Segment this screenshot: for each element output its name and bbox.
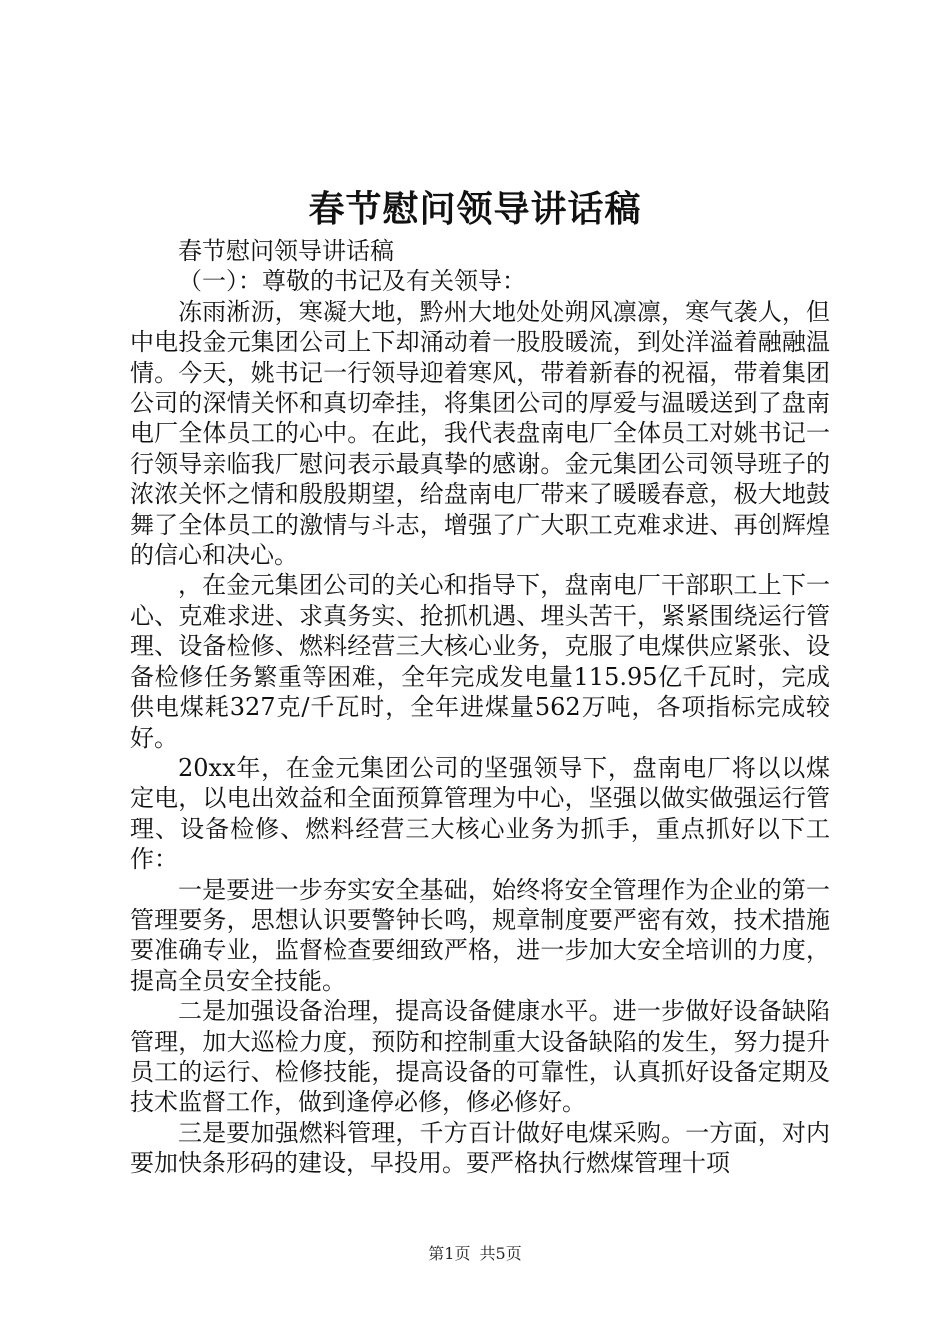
paragraph-salutation: （一）：尊敬的书记及有关领导：	[178, 267, 526, 296]
page-footer	[0, 1243, 950, 1265]
paragraph: 一是要进一步夯实安全基础，始终将安全管理作为企业的第一管理要务，思想认识要警钟长鸣，规章制度要严密有效，技术措施要准确专业，监督检查要细致严格，进一步加大安全培训的力度，提高全员安全技能。	[130, 875, 830, 995]
paragraph: 冻雨淅沥，寒凝大地，黔州大地处处朔风凛凛，寒气袭人，但中电投金元集团公司上下却涌动着一股股暖流，到处洋溢着融融温情。今天，姚书记一行领导迎着寒风，带着新春的祝福，带着集团公司的深情关怀和真切牵挂，将集团公司的厚爱与温暖送到了盘南电厂全体员工的心中。在此，我代表盘南电厂全体员工对姚书记一行领导亲临我厂慰问表示最真挚的感谢。金元集团公司领导班子的浓浓关怀之情和殷殷期望，给盘南电厂带来了暖暖春意，极大地鼓舞了全体员工的激情与斗志，增强了广大职工克难求进、再创辉煌的信心和决心。	[130, 297, 830, 570]
document-body	[130, 236, 830, 1179]
paragraph: ，在金元集团公司的关心和指导下，盘南电厂干部职工上下一心、克难求进、求真务实、抢抓机遇、埋头苦干，紧紧围绕运行管理、设备检修、燃料经营三大核心业务，克服了电煤供应紧张、设备检修任务繁重等困难，全年完成发电量115.95亿千瓦时，完成供电煤耗327克/千瓦时，全年进煤量562万吨，各项指标完成较好。	[130, 571, 830, 752]
page-total: 共5页	[479, 1244, 522, 1263]
paragraph: 三是要加强燃料管理，千方百计做好电煤采购。一方面，对内要加快条形码的建设，早投用。要严格执行燃煤管理十项	[130, 1118, 830, 1178]
page-number: 第1页	[428, 1244, 471, 1263]
paragraph: 二是加强设备治理，提高设备健康水平。进一步做好设备缺陷管理，加大巡检力度，预防和控制重大设备缺陷的发生，努力提升员工的运行、检修技能，提高设备的可靠性，认真抓好设备定期及技术监督工作，做到逢停必修，修必修好。	[130, 997, 830, 1117]
paragraph: 20xx年，在金元集团公司的坚强领导下，盘南电厂将以以煤定电，以电出效益和全面预算管理为中心，坚强以做实做强运行管理、设备检修、燃料经营三大核心业务为抓手，重点抓好以下工作：	[130, 753, 830, 874]
paragraph-subtitle: 春节慰问领导讲话稿	[178, 237, 394, 265]
page-title: 春节慰问领导讲话稿	[308, 188, 642, 230]
